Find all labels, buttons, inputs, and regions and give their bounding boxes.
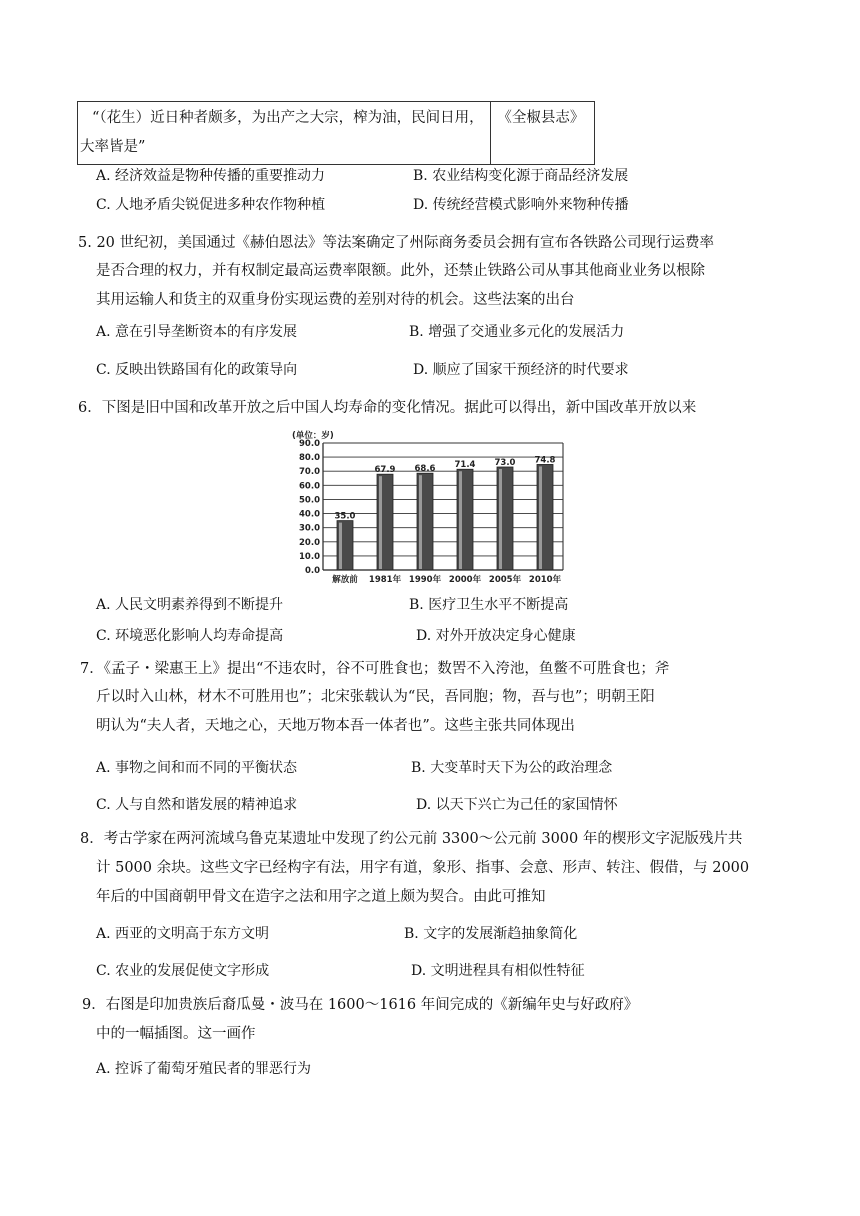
source-quote-table [77,101,595,165]
q5-option-c[interactable]: C. 反映出铁路国有化的政策导向 [96,362,298,378]
chart-y-tick-label: 30.0 [299,523,320,534]
chart-value-label: 68.6 [414,464,436,475]
chart-category-label: 2005年 [488,575,522,585]
q7-option-b[interactable]: B. 大变革时天下为公的政治理念 [411,760,613,776]
q5-option-a[interactable]: A. 意在引导垄断资本的有序发展 [96,324,298,340]
quote-text: “（花生）近日种者颇多，为出产之大宗，榨为油，民间日用，大率皆是” [78,102,491,165]
chart-category-label: 2010年 [528,575,562,585]
q8-option-b[interactable]: B. 文字的发展渐趋抽象简化 [404,926,578,942]
q5-option-d[interactable]: D. 顺应了国家干预经济的时代要求 [413,362,629,378]
q5-stem-line3: 其用运输人和货主的双重身份实现运费的差别对待的机会。这些法案的出台 [96,292,575,308]
q6-option-a[interactable]: A. 人民文明素养得到不断提升 [96,597,284,613]
q7-option-a[interactable]: A. 事物之间和而不同的平衡状态 [96,760,298,776]
q5-option-b[interactable]: B. 增强了交通业多元化的发展活力 [409,324,625,340]
quote-source: 《全椒县志》 [491,102,595,165]
q7-stem-line2: 斤以时入山林，材木不可胜用也”；北宋张载认为“民，吾同胞；物，吾与也”；明朝王阳 [96,689,655,705]
chart-bar-highlight [539,466,542,569]
chart-y-tick-label: 20.0 [299,537,320,548]
q5-stem-line2: 是否合理的权力，并有权制定最高运费率限额。此外，还禁止铁路公司从事其他商业业务以根除 [96,263,705,279]
chart-bar-highlight [459,471,462,569]
q8-stem-line3: 年后的中国商朝甲骨文在造字之法和用字之道上颇为契合。由此可推知 [96,889,546,905]
chart-category-label: 1990年 [408,575,442,585]
chart-value-label: 73.0 [494,457,516,468]
chart-bar-highlight [419,475,422,569]
chart-y-tick-label: 50.0 [299,495,320,506]
q7-option-d[interactable]: D. 以天下兴亡为己任的家国情怀 [416,797,618,813]
chart-y-tick-label: 0.0 [304,566,320,576]
q4-option-c[interactable]: C. 人地矛盾尖锐促进多种农作物种植 [96,197,326,213]
chart-value-label: 74.8 [534,455,556,466]
chart-bar-highlight [339,523,342,569]
chart-value-label: 71.4 [454,460,476,471]
q9-stem-line2: 中的一幅插图。这一画作 [96,1026,256,1042]
q7-option-c[interactable]: C. 人与自然和谐发展的精神追求 [96,797,298,813]
chart-value-label: 35.0 [334,511,356,522]
q6-option-d[interactable]: D. 对外开放决定身心健康 [416,628,576,644]
chart-unit-label: (单位：岁) [292,431,334,441]
q8-option-d[interactable]: D. 文明进程具有相似性特征 [411,963,585,979]
q7-stem-line1: 7．《孟子・梁惠王上》提出“不违农时，谷不可胜食也；数罟不入洿池，鱼鳖不可胜食也；斧 [80,661,670,677]
chart-category-label: 2000年 [448,575,482,585]
q4-option-d[interactable]: D. 传统经营模式影响外来物种传播 [413,197,629,213]
life-expectancy-bar-chart [289,428,569,590]
q8-stem-line1: 8．考古学家在两河流域乌鲁克某遗址中发现了约公元前 3300～公元前 3000 年的楔形文字泥版残片共 [80,831,743,847]
chart-y-tick-label: 90.0 [299,439,320,449]
q9-stem-line1: 9．右图是印加贵族后裔瓜曼・波马在 1600～1616 年间完成的《新编年史与好政府》 [82,997,639,1013]
q7-stem-line3: 明认为“夫人者，天地之心，天地万物本吾一体者也”。这些主张共同体现出 [96,718,575,734]
q8-option-c[interactable]: C. 农业的发展促使文字形成 [96,963,270,979]
chart-y-tick-label: 10.0 [299,551,320,562]
chart-y-tick-label: 80.0 [299,453,320,464]
chart-y-tick-label: 60.0 [299,481,320,492]
q6-option-c[interactable]: C. 环境恶化影响人均寿命提高 [96,628,284,644]
q6-stem-line1: 6．下图是旧中国和改革开放之后中国人均寿命的变化情况。据此可以得出，新中国改革开放以来 [78,400,697,416]
q4-option-b[interactable]: B. 农业结构变化源于商品经济发展 [413,168,629,184]
q6-option-b[interactable]: B. 医疗卫生水平不断提高 [409,597,569,613]
chart-bar-highlight [379,476,382,569]
q8-option-a[interactable]: A. 西亚的文明高于东方文明 [96,926,270,942]
chart-category-label: 解放前 [332,575,358,585]
chart-category-label: 1981年 [368,575,402,585]
q8-stem-line2: 计 5000 余块。这些文字已经构字有法，用字有道，象形、指事、会意、形声、转注、假借，与 2000 [96,860,750,876]
chart-bar-highlight [499,469,502,569]
chart-y-tick-label: 40.0 [299,509,320,520]
q4-option-a[interactable]: A. 经济效益是物种传播的重要推动力 [96,168,326,184]
chart-value-label: 67.9 [374,465,396,476]
q5-stem-line1: 5. 20 世纪初，美国通过《赫伯恩法》等法案确定了州际商务委员会拥有宣布各铁路公司现行运费率 [78,235,714,251]
chart-y-tick-label: 70.0 [299,467,320,478]
q9-option-a[interactable]: A. 控诉了葡萄牙殖民者的罪恶行为 [96,1061,312,1077]
